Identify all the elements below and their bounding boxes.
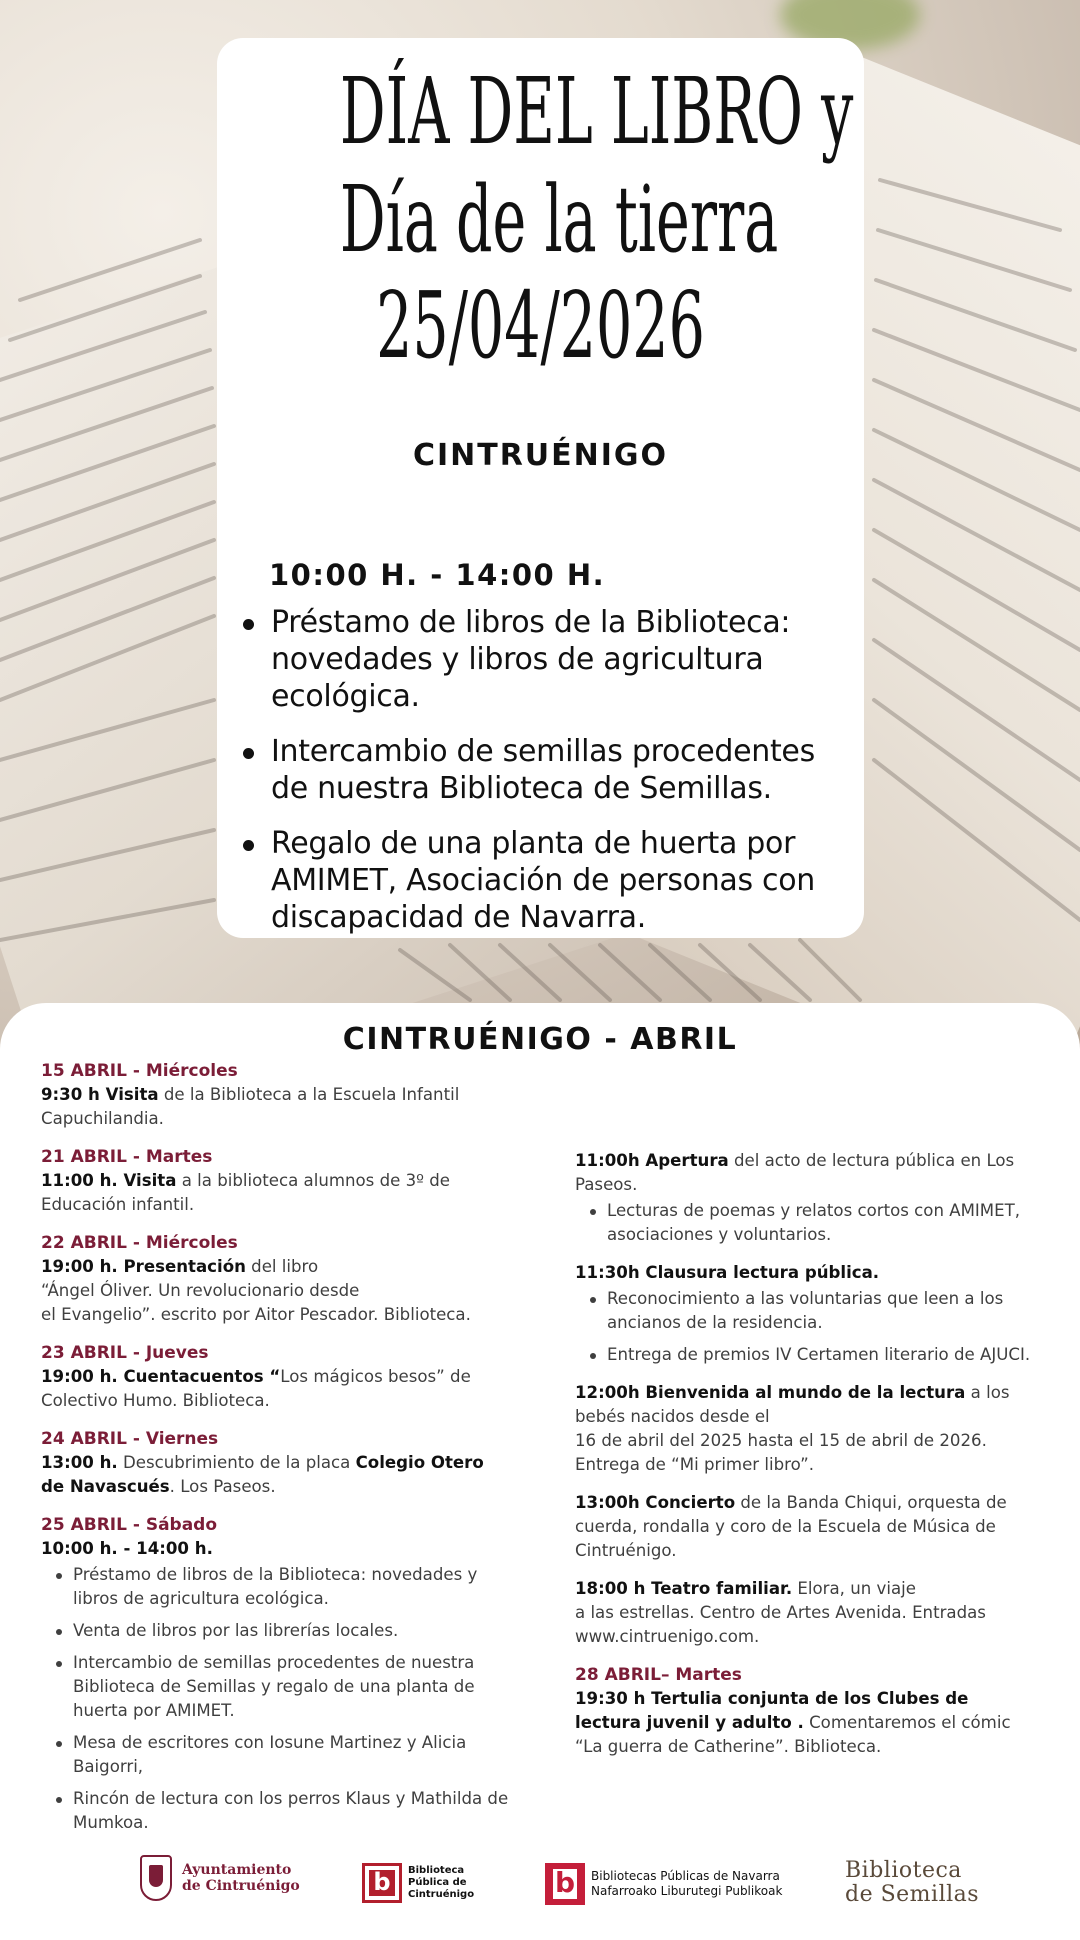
- event-entry: [575, 1663, 1040, 1759]
- event-text: Elora, un viaje: [792, 1579, 916, 1598]
- coat-of-arms-icon: [140, 1855, 172, 1901]
- event-entry: [41, 1427, 511, 1499]
- list-item: Préstamo de libros de la Biblioteca: novedades y libros de agricultura ecológica.: [41, 1563, 511, 1611]
- biblioteca-semillas-logo: [845, 1859, 979, 1907]
- highlight-item: Regalo de una planta de huerta por AMIMET, Asociación de personas con discapacidad de Navarra.: [237, 825, 847, 936]
- event-entry: [575, 1381, 1040, 1477]
- event-entry: [41, 1059, 511, 1131]
- event-time: 10:00 h. - 14:00 h.: [41, 1539, 213, 1558]
- logo-text: Ayuntamiento: [182, 1862, 292, 1878]
- event-hours: 10:00 H. - 14:00 H.: [269, 558, 606, 592]
- title-line-1: DÍA DEL LIBRO y: [339, 58, 854, 165]
- program-title: CINTRUÉNIGO - ABRIL: [342, 1022, 738, 1057]
- event-sublist: [575, 1287, 1040, 1367]
- logo-text: de Cintruénigo: [182, 1878, 300, 1894]
- event-date-label: 15 ABRIL - Miércoles: [41, 1061, 238, 1081]
- event-date-label: 28 ABRIL– Martes: [575, 1665, 742, 1685]
- list-item: Lecturas de poemas y relatos cortos con AMIMET, asociaciones y voluntarios.: [575, 1199, 1040, 1247]
- event-entry: [575, 1577, 1040, 1649]
- title-line-2: Día de la tierra: [339, 166, 779, 273]
- event-text: Descubrimiento de la placa: [117, 1453, 356, 1472]
- bibliotecas-navarra-logo: [545, 1863, 782, 1905]
- event-entry: [575, 1491, 1040, 1563]
- logo-text: de Semillas: [845, 1882, 980, 1907]
- event-sublist: [575, 1199, 1040, 1247]
- highlight-item: Intercambio de semillas procedentes de nuestra Biblioteca de Semillas.: [237, 733, 847, 807]
- list-item: Rincón de lectura con los perros Klaus y Mathilda de Mumkoa.: [41, 1787, 511, 1835]
- event-date-label: 22 ABRIL - Miércoles: [41, 1233, 238, 1253]
- event-entry: [575, 1149, 1040, 1247]
- town-name: CINTRUÉNIGO: [412, 438, 669, 473]
- list-item: Intercambio de semillas procedentes de nuestra Biblioteca de Semillas y regalo de una planta de huerta por AMIMET.: [41, 1651, 511, 1723]
- event-time: 19:30 h Tertulia conjunta de los Clubes de lectura juvenil y adulto .: [575, 1689, 969, 1732]
- event-entry: [41, 1513, 511, 1835]
- event-text: de la Banda Chiqui, orquesta de cuerda, rondalla y coro de la Escuela de Música de Cintruénigo.: [575, 1493, 1007, 1560]
- logo-text: Biblioteca: [845, 1858, 962, 1883]
- event-text: “Ángel Óliver. Un revolucionario desde: [41, 1281, 360, 1300]
- event-time: 19:00 h. Presentación: [41, 1257, 246, 1276]
- program-panel: [0, 1003, 1080, 1940]
- event-time: 11:00h Apertura: [575, 1151, 729, 1170]
- event-entry: [41, 1341, 511, 1413]
- event-text: a los bebés nacidos desde el: [575, 1383, 1010, 1426]
- event-text: de la Biblioteca a la Escuela Infantil Capuchilandia.: [41, 1085, 460, 1128]
- logo-text: Biblioteca: [408, 1865, 465, 1876]
- event-highlight: Colegio Otero de Navascués: [41, 1453, 484, 1496]
- library-b-icon: [545, 1863, 585, 1905]
- event-text: Comentaremos el cómic “La guerra de Catherine”. Biblioteca.: [575, 1713, 1011, 1756]
- highlights-list: [237, 604, 847, 954]
- event-text: a las estrellas. Centro de Artes Avenida. Entradas www.cintruenigo.com.: [575, 1603, 986, 1646]
- event-time: 13:00h Concierto: [575, 1493, 736, 1512]
- event-text: el Evangelio”. escrito por Aitor Pescador. Biblioteca.: [41, 1305, 471, 1324]
- event-date-label: 23 ABRIL - Jueves: [41, 1343, 209, 1363]
- logo-text: Cintruénigo: [408, 1889, 475, 1900]
- logo-mark: b: [554, 1866, 576, 1899]
- event-time: 18:00 h Teatro familiar.: [575, 1579, 793, 1598]
- event-time: 12:00h Bienvenida al mundo de la lectura: [575, 1383, 966, 1402]
- program-left-column: [41, 1059, 511, 1849]
- event-date-label: 25 ABRIL - Sábado: [41, 1515, 218, 1535]
- list-item: Mesa de escritores con Iosune Martinez y Alicia Baigorri,: [41, 1731, 511, 1779]
- event-date-label: 24 ABRIL - Viernes: [41, 1429, 219, 1449]
- event-text: Entrega de “Mi primer libro”.: [575, 1455, 815, 1474]
- library-b-icon: [362, 1863, 402, 1903]
- logo-text: Pública de: [408, 1877, 467, 1888]
- event-date: 25/04/2026: [376, 272, 705, 379]
- event-time: 11:30h Clausura lectura pública.: [575, 1263, 880, 1282]
- event-text: . Los Paseos.: [169, 1477, 276, 1496]
- event-time: 13:00 h.: [41, 1453, 118, 1472]
- event-sublist: [41, 1563, 511, 1835]
- event-text: del libro: [245, 1257, 319, 1276]
- event-text: 16 de abril del 2025 hasta el 15 de abril de 2026.: [575, 1431, 987, 1450]
- event-date-label: 21 ABRIL - Martes: [41, 1147, 213, 1167]
- event-time: 11:00 h. Visita: [41, 1171, 177, 1190]
- list-item: Entrega de premios IV Certamen literario de AJUCI.: [575, 1343, 1040, 1367]
- list-item: Reconocimiento a las voluntarias que leen a los ancianos de la residencia.: [575, 1287, 1040, 1335]
- logo-text: Nafarroako Liburutegi Publikoak: [591, 1884, 783, 1898]
- event-entry: [41, 1145, 511, 1217]
- event-text: del acto de lectura pública en Los Paseos.: [575, 1151, 1015, 1194]
- list-item: Venta de libros por las librerías locales.: [41, 1619, 511, 1643]
- program-right-column: [575, 1149, 1040, 1773]
- footer-logos: [0, 1855, 1080, 1925]
- ayuntamiento-logo: [140, 1855, 300, 1901]
- logo-mark: b: [369, 1870, 395, 1896]
- event-time: 9:30 h Visita: [41, 1085, 159, 1104]
- event-text: Los mágicos besos” de Colectivo Humo. Biblioteca.: [41, 1367, 471, 1410]
- event-header-card: [217, 38, 864, 938]
- event-entry: [41, 1231, 511, 1327]
- event-time: 19:00 h. Cuentacuentos “: [41, 1367, 281, 1386]
- logo-text: Bibliotecas Públicas de Navarra: [591, 1869, 780, 1883]
- biblioteca-publica-logo: [362, 1863, 474, 1903]
- event-text: a la biblioteca alumnos de 3º de Educación infantil.: [41, 1171, 450, 1214]
- highlight-item: Préstamo de libros de la Biblioteca: novedades y libros de agricultura ecológica.: [237, 604, 847, 715]
- event-entry: [575, 1261, 1040, 1367]
